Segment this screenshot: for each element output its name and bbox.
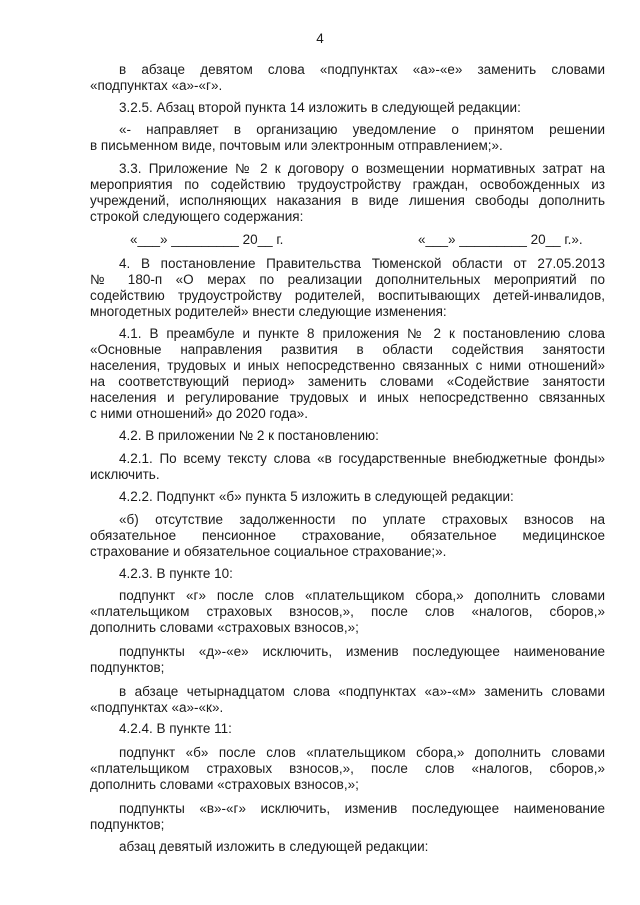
text-line: «подпунктах «а»-«г». <box>90 78 223 93</box>
text-line: в письменном виде, почтовым или электронным отправлением;». <box>90 138 503 153</box>
text-line: подпунктов; <box>90 660 165 675</box>
text-line: подпункты «д»-«е» исключить, изменив последующее наименование <box>119 644 605 659</box>
text-line: 4.2.3. В пункте 10: <box>119 566 233 581</box>
text-line: «Основные направления развития в области содействия занятости <box>90 342 605 357</box>
text-line: подпункты «в»-«г» исключить, изменив последующее наименование <box>119 801 605 816</box>
text-line: «б) отсутствие задолженности по уплате страховых взносов на <box>119 512 605 527</box>
text-line: «- направляет в организацию уведомление о принятом решении <box>119 122 605 137</box>
text-line: подпунктов; <box>90 817 165 832</box>
text-line: содействию трудоустройству родителей, воспитывающих детей-инвалидов, <box>90 288 605 303</box>
text-line: подпункт «б» после слов «плательщиком сбора,» дополнить словами <box>119 745 605 760</box>
signature-line-left: «___» _________ 20__ г. <box>130 232 284 247</box>
text-line: населения, трудовых и иных непосредственно связанных с ними отношений» <box>90 358 605 373</box>
text-line: № 180-п «О мерах по реализации дополнительных мероприятий по <box>90 272 605 287</box>
text-line: населения и регулирование трудовых и иных непосредственно связанных <box>90 390 605 405</box>
page-number: 4 <box>316 31 324 46</box>
text-line: учреждений, исполняющих наказания в виде лишения свободы дополнить <box>90 193 605 208</box>
text-line: 3.3. Приложение № 2 к договору о возмещении нормативных затрат на <box>119 161 605 176</box>
text-line: мероприятия по содействию трудоустройству граждан, освобожденных из <box>90 177 605 192</box>
signature-line-right: «___» _________ 20__ г.». <box>418 232 583 247</box>
text-line: с ними отношений» до 2020 года». <box>90 406 308 421</box>
text-line: многодетных родителей» внести следующие изменения: <box>90 304 447 319</box>
text-line: «подпунктах «а»-«к». <box>90 700 224 715</box>
text-line: на соответствующий период» заменить словами «Содействие занятости <box>90 374 605 389</box>
text-line: «плательщиком страховых взносов,», после слов «налогов, сборов,» <box>90 761 605 776</box>
text-line: подпункт «г» после слов «плательщиком сбора,» дополнить словами <box>119 588 605 603</box>
text-line: строкой следующего содержания: <box>90 209 304 224</box>
text-line: дополнить словами «страховых взносов,»; <box>90 620 359 635</box>
text-line: 4.2.4. В пункте 11: <box>119 721 232 736</box>
text-line: 4.2.1. По всему тексту слова «в государственные внебюджетные фонды» <box>119 451 605 466</box>
text-line: исключить. <box>90 467 160 482</box>
text-line: абзац девятый изложить в следующей редакции: <box>119 839 429 854</box>
text-line: 3.2.5. Абзац второй пункта 14 изложить в следующей редакции: <box>119 100 521 115</box>
text-line: «плательщиком страховых взносов,», после слов «налогов, сборов,» <box>90 604 605 619</box>
text-line: обязательное пенсионное страхование, обязательное медицинское <box>90 528 605 543</box>
text-line: 4. В постановление Правительства Тюменской области от 27.05.2013 <box>119 256 605 271</box>
text-line: в абзаце четырнадцатом слова «подпунктах «а»-«м» заменить словами <box>119 684 605 699</box>
text-line: 4.2. В приложении № 2 к постановлению: <box>119 428 379 443</box>
text-line: 4.1. В преамбуле и пункте 8 приложения № 2 к постановлению слова <box>119 326 605 341</box>
text-line: дополнить словами «страховых взносов,»; <box>90 777 359 792</box>
text-line: в абзаце девятом слова «подпунктах «а»-«е» заменить словами <box>119 62 605 77</box>
text-line: страхование и обязательное социальное страхование;». <box>90 544 447 559</box>
text-line: 4.2.2. Подпункт «б» пункта 5 изложить в следующей редакции: <box>119 489 514 504</box>
